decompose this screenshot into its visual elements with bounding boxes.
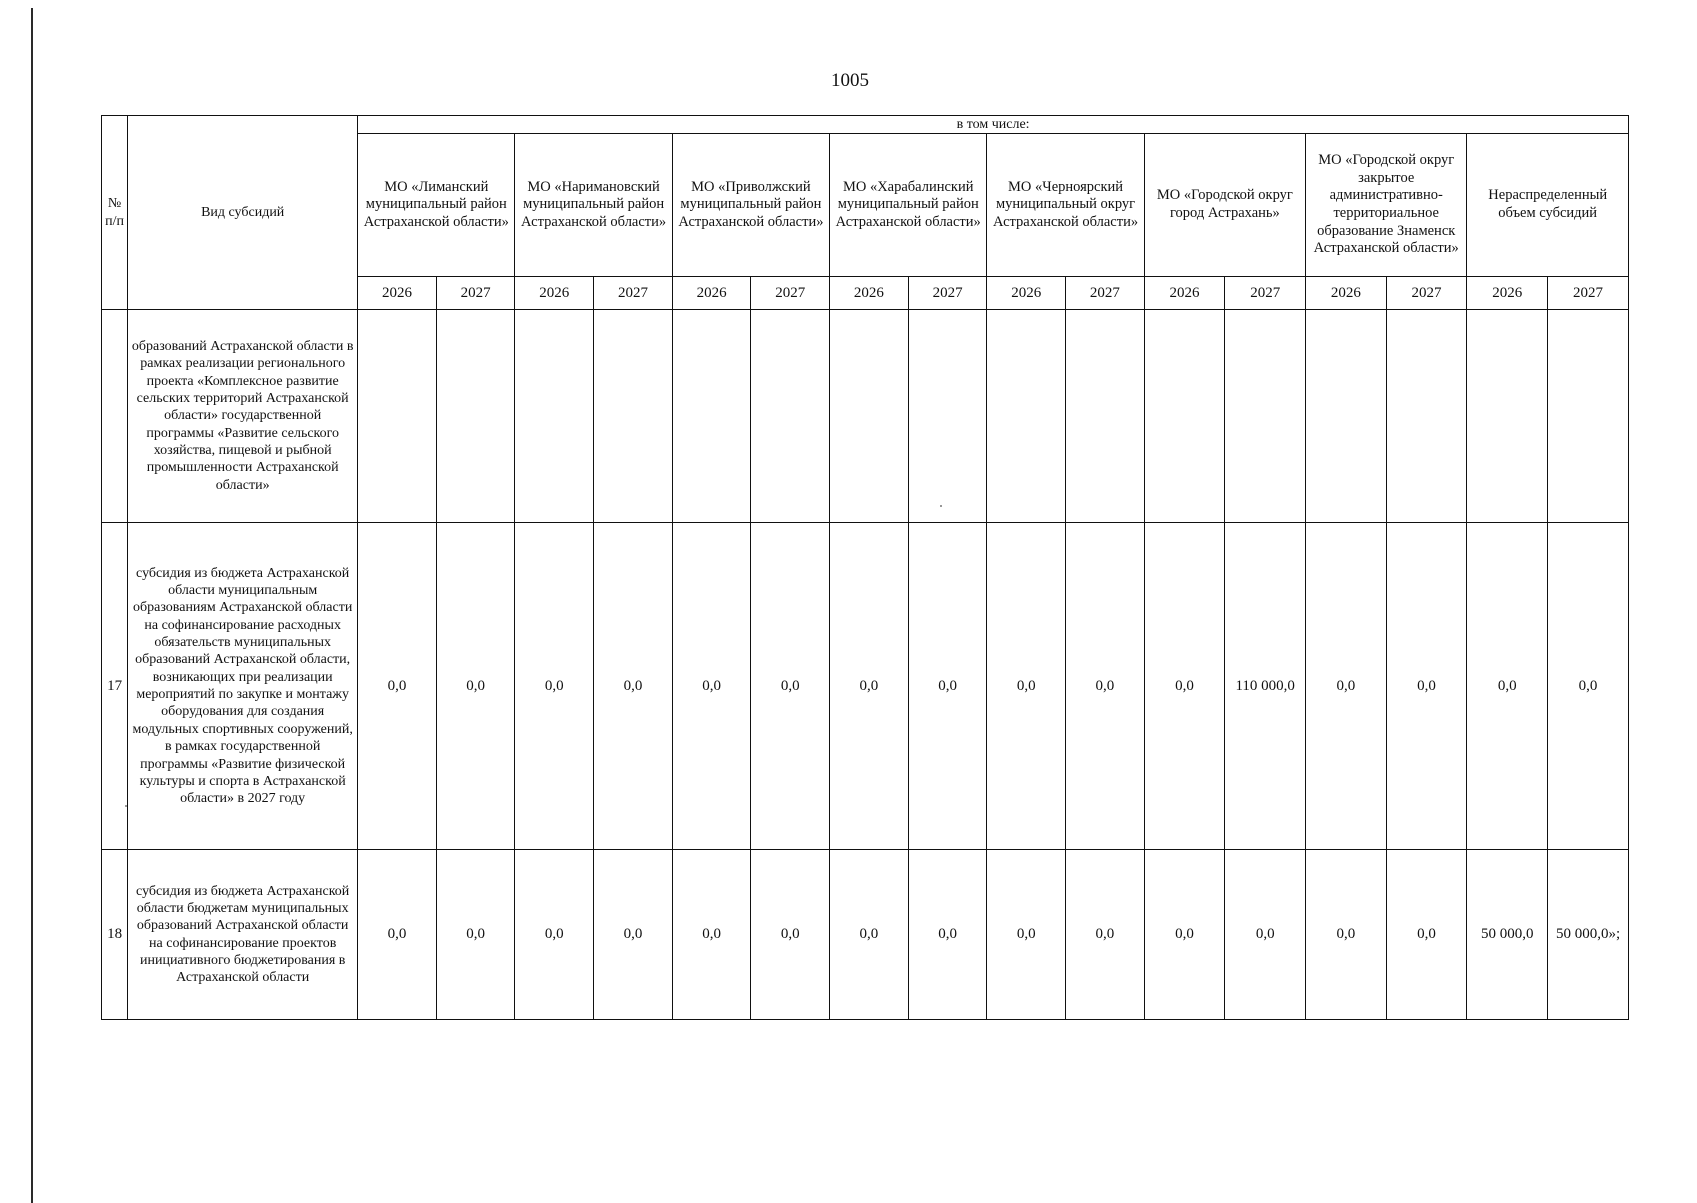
- group-header-astrakhan-city: МО «Городской округ город Астрахань»: [1144, 134, 1305, 277]
- value-cell: 0,0: [672, 850, 751, 1020]
- year-header: 2027: [751, 277, 830, 310]
- scan-speck: [125, 805, 127, 807]
- value-cell: 0,0: [830, 523, 909, 850]
- year-header: 2027: [1548, 277, 1629, 310]
- value-cell: 0,0: [987, 523, 1066, 850]
- group-header-znamensk: МО «Городской округ закрытое административно-территориальное образование Знаменск Астраханской области»: [1306, 134, 1467, 277]
- value-cell: 0,0: [1306, 850, 1387, 1020]
- value-cell: 0,0: [358, 523, 437, 850]
- year-header: 2026: [1144, 277, 1225, 310]
- value-cell: 50 000,0»;: [1548, 850, 1629, 1020]
- value-cell: 0,0: [1066, 850, 1145, 1020]
- year-header: 2026: [830, 277, 909, 310]
- value-cell: 110 000,0: [1225, 523, 1306, 850]
- year-header: 2027: [436, 277, 515, 310]
- subsidy-kind: субсидия из бюджета Астраханской области бюджетам муниципальных образований Астраханской области на софинансирование проектов инициативного бюджетирования в Астраханской области: [128, 850, 358, 1020]
- value-cell: [908, 310, 987, 523]
- value-cell: [436, 310, 515, 523]
- year-header: 2027: [908, 277, 987, 310]
- value-cell: [594, 310, 673, 523]
- value-cell: 0,0: [908, 523, 987, 850]
- value-cell: 0,0: [436, 850, 515, 1020]
- group-header-chernoyarsky: МО «Черноярский муниципальный округ Астраханской области»: [987, 134, 1144, 277]
- group-header-narimanovsky: МО «Наримановский муниципальный район Астраханской области»: [515, 134, 672, 277]
- page-number: 1005: [831, 70, 869, 91]
- row-number: 17: [102, 523, 128, 850]
- year-header: 2027: [594, 277, 673, 310]
- group-header-limansky: МО «Лиманский муниципальный район Астраханской области»: [358, 134, 515, 277]
- value-cell: 0,0: [515, 523, 594, 850]
- year-header: 2027: [1066, 277, 1145, 310]
- year-header: 2026: [672, 277, 751, 310]
- value-cell: 0,0: [987, 850, 1066, 1020]
- group-header-unallocated: Нераспределенный объем субсидий: [1467, 134, 1629, 277]
- value-cell: [1066, 310, 1145, 523]
- value-cell: 0,0: [1066, 523, 1145, 850]
- row-number: [102, 310, 128, 523]
- value-cell: 0,0: [594, 523, 673, 850]
- year-header: 2026: [987, 277, 1066, 310]
- scan-speck: [940, 505, 942, 507]
- value-cell: 0,0: [1467, 523, 1548, 850]
- including-header: в том числе:: [358, 116, 1629, 134]
- year-header: 2026: [1467, 277, 1548, 310]
- subsidy-kind: субсидия из бюджета Астраханской области муниципальным образованиям Астраханской области на софинансирование расходных обязательств муниципальных образований Астраханской области, возникающих при реализации мероприятий по закупке и монтажу оборудования для создания модульных спортивных сооружений, в рамках государственной программы «Развитие физической культуры и спорта в Астраханской области» в 2027 году: [128, 523, 358, 850]
- year-header: 2027: [1386, 277, 1467, 310]
- year-header: 2026: [1306, 277, 1387, 310]
- value-cell: 0,0: [594, 850, 673, 1020]
- value-cell: 0,0: [751, 850, 830, 1020]
- subsidy-kind: образований Астраханской области в рамках реализации регионального проекта «Комплексное развитие сельских территорий Астраханской области» государственной программы «Развитие сельского хозяйства, пищевой и рыбной промышленности Астраханской области»: [128, 310, 358, 523]
- value-cell: [830, 310, 909, 523]
- value-cell: 0,0: [830, 850, 909, 1020]
- table-body: [102, 310, 1629, 1020]
- table-row: [102, 310, 1629, 523]
- value-cell: 0,0: [1144, 850, 1225, 1020]
- value-cell: 0,0: [1144, 523, 1225, 850]
- value-cell: [672, 310, 751, 523]
- value-cell: [1144, 310, 1225, 523]
- num-header: № п/п: [102, 116, 128, 310]
- table-row: [102, 523, 1629, 850]
- table-row: [102, 850, 1629, 1020]
- row-number: 18: [102, 850, 128, 1020]
- value-cell: 0,0: [358, 850, 437, 1020]
- year-header: 2026: [515, 277, 594, 310]
- value-cell: 0,0: [436, 523, 515, 850]
- value-cell: [1386, 310, 1467, 523]
- value-cell: 0,0: [515, 850, 594, 1020]
- kind-header: Вид субсидий: [128, 116, 358, 310]
- year-header: 2026: [358, 277, 437, 310]
- value-cell: [987, 310, 1066, 523]
- group-header-kharabalinsky: МО «Харабалинский муниципальный район Астраханской области»: [830, 134, 987, 277]
- group-header-privolzhsky: МО «Приволжский муниципальный район Астраханской области»: [672, 134, 829, 277]
- year-header: 2027: [1225, 277, 1306, 310]
- value-cell: 0,0: [1386, 850, 1467, 1020]
- value-cell: 0,0: [1548, 523, 1629, 850]
- value-cell: [515, 310, 594, 523]
- binding-edge-line: [31, 8, 33, 1203]
- value-cell: 50 000,0: [1467, 850, 1548, 1020]
- value-cell: 0,0: [672, 523, 751, 850]
- value-cell: [1306, 310, 1387, 523]
- subsidies-table: [101, 115, 1629, 1020]
- value-cell: 0,0: [751, 523, 830, 850]
- value-cell: 0,0: [1386, 523, 1467, 850]
- value-cell: [358, 310, 437, 523]
- value-cell: 0,0: [1225, 850, 1306, 1020]
- value-cell: 0,0: [908, 850, 987, 1020]
- value-cell: [1548, 310, 1629, 523]
- value-cell: [751, 310, 830, 523]
- value-cell: [1467, 310, 1548, 523]
- value-cell: 0,0: [1306, 523, 1387, 850]
- value-cell: [1225, 310, 1306, 523]
